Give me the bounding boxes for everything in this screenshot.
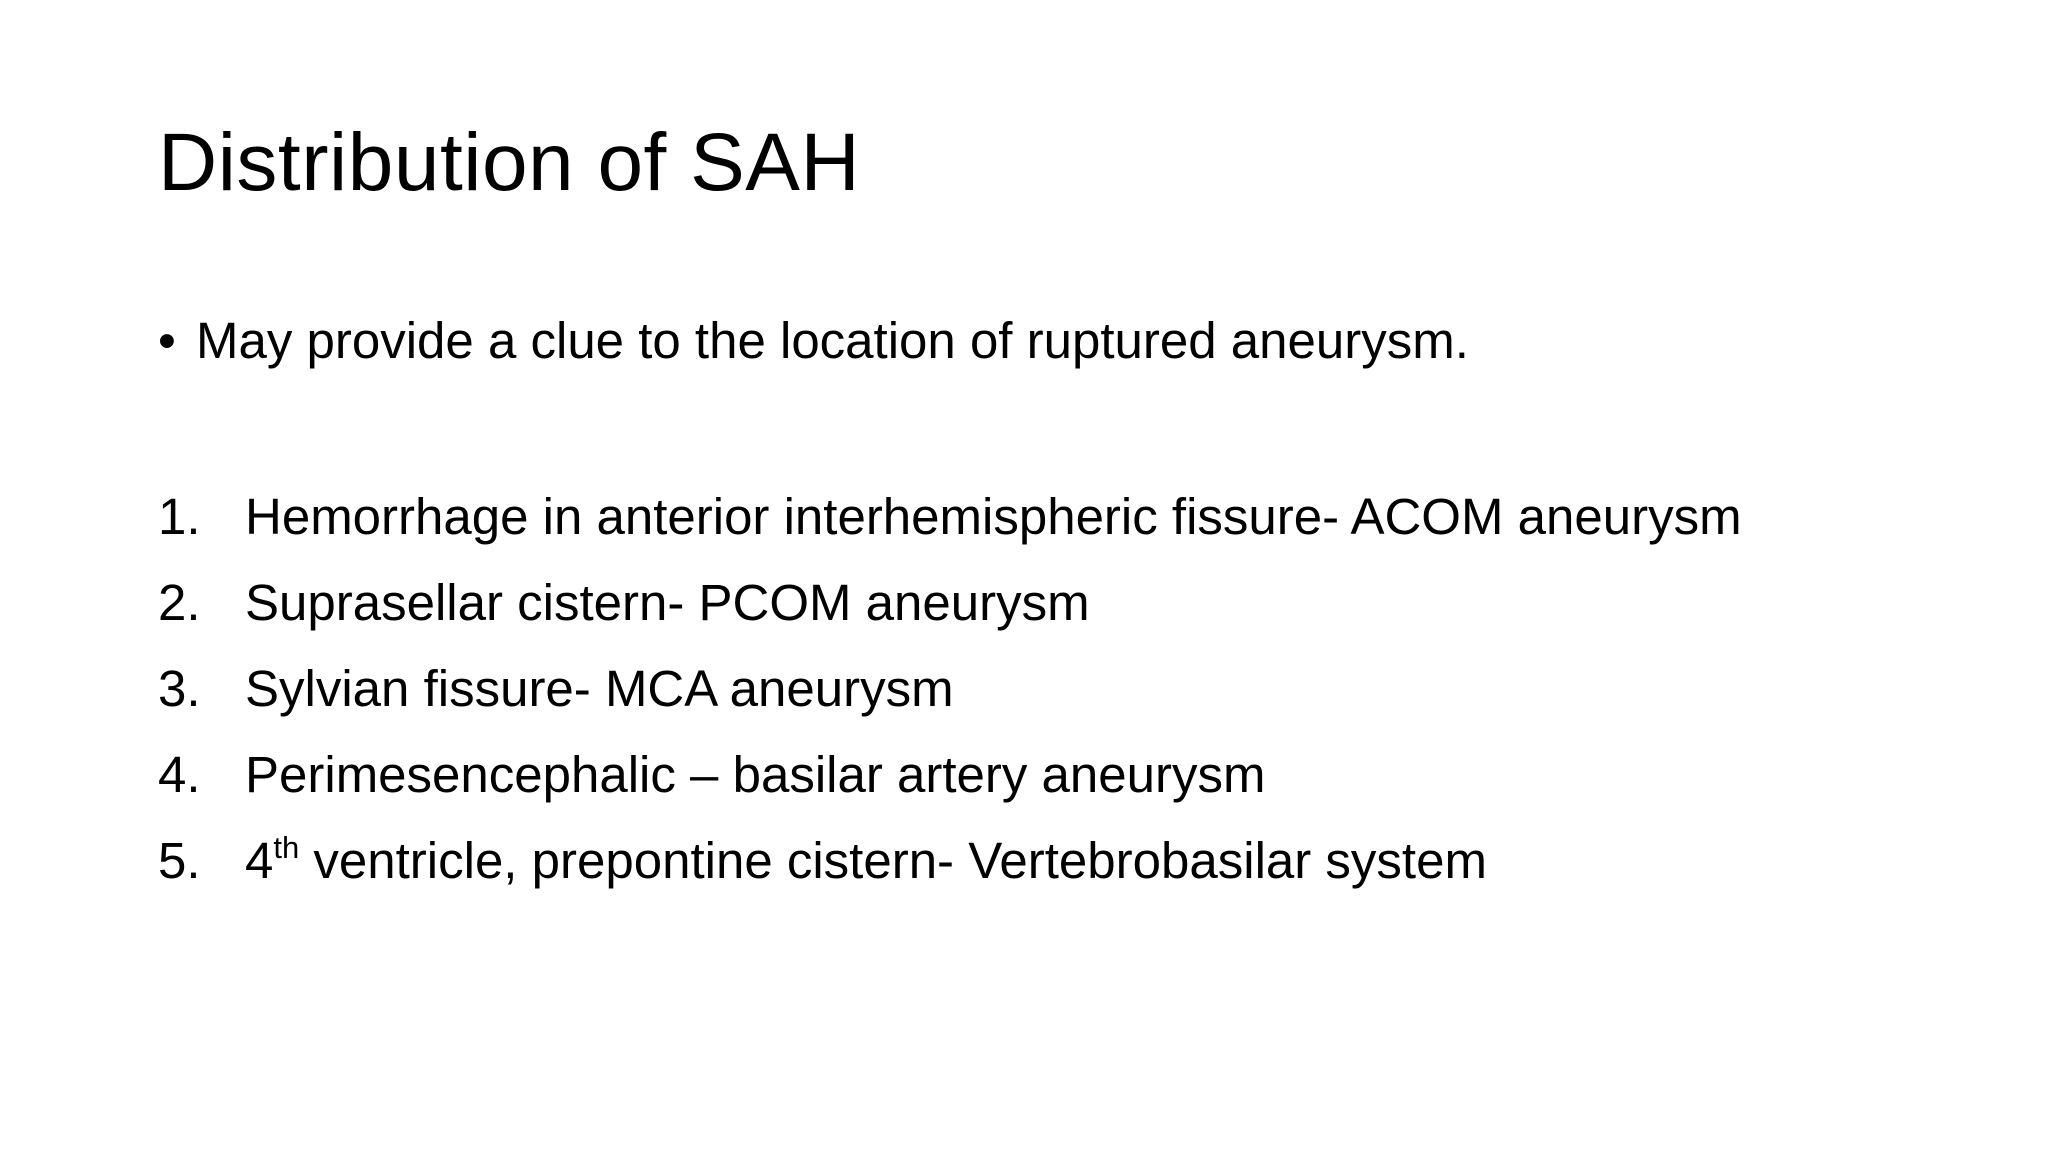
list-text-superscript: th xyxy=(273,830,300,865)
list-number: 4. xyxy=(158,746,201,803)
list-item xyxy=(158,658,1742,744)
list-text: Sylvian fissure- MCA aneurysm xyxy=(245,660,954,717)
numbered-list xyxy=(158,486,1742,916)
bullet-marker: • xyxy=(158,312,176,369)
list-number: 2. xyxy=(158,574,201,631)
slide-title: Distribution of SAH xyxy=(158,117,861,208)
list-number: 1. xyxy=(158,488,201,545)
list-text: ventricle, prepontine cistern- Vertebrobasilar system xyxy=(299,832,1487,889)
bullet-text: May provide a clue to the location of ruptured aneurysm. xyxy=(196,312,1469,369)
list-text: Suprasellar cistern- PCOM aneurysm xyxy=(245,574,1090,631)
list-number: 3. xyxy=(158,660,201,717)
list-item xyxy=(158,744,1742,830)
list-item xyxy=(158,572,1742,658)
list-text-prefix: 4 xyxy=(245,832,274,889)
list-text: Hemorrhage in anterior interhemispheric fissure- ACOM aneurysm xyxy=(245,488,1742,545)
list-text: Perimesencephalic – basilar artery aneurysm xyxy=(245,746,1266,803)
list-item xyxy=(158,486,1742,572)
bullet-point xyxy=(158,310,1469,371)
list-number: 5. xyxy=(158,832,201,889)
list-item xyxy=(158,830,1742,916)
